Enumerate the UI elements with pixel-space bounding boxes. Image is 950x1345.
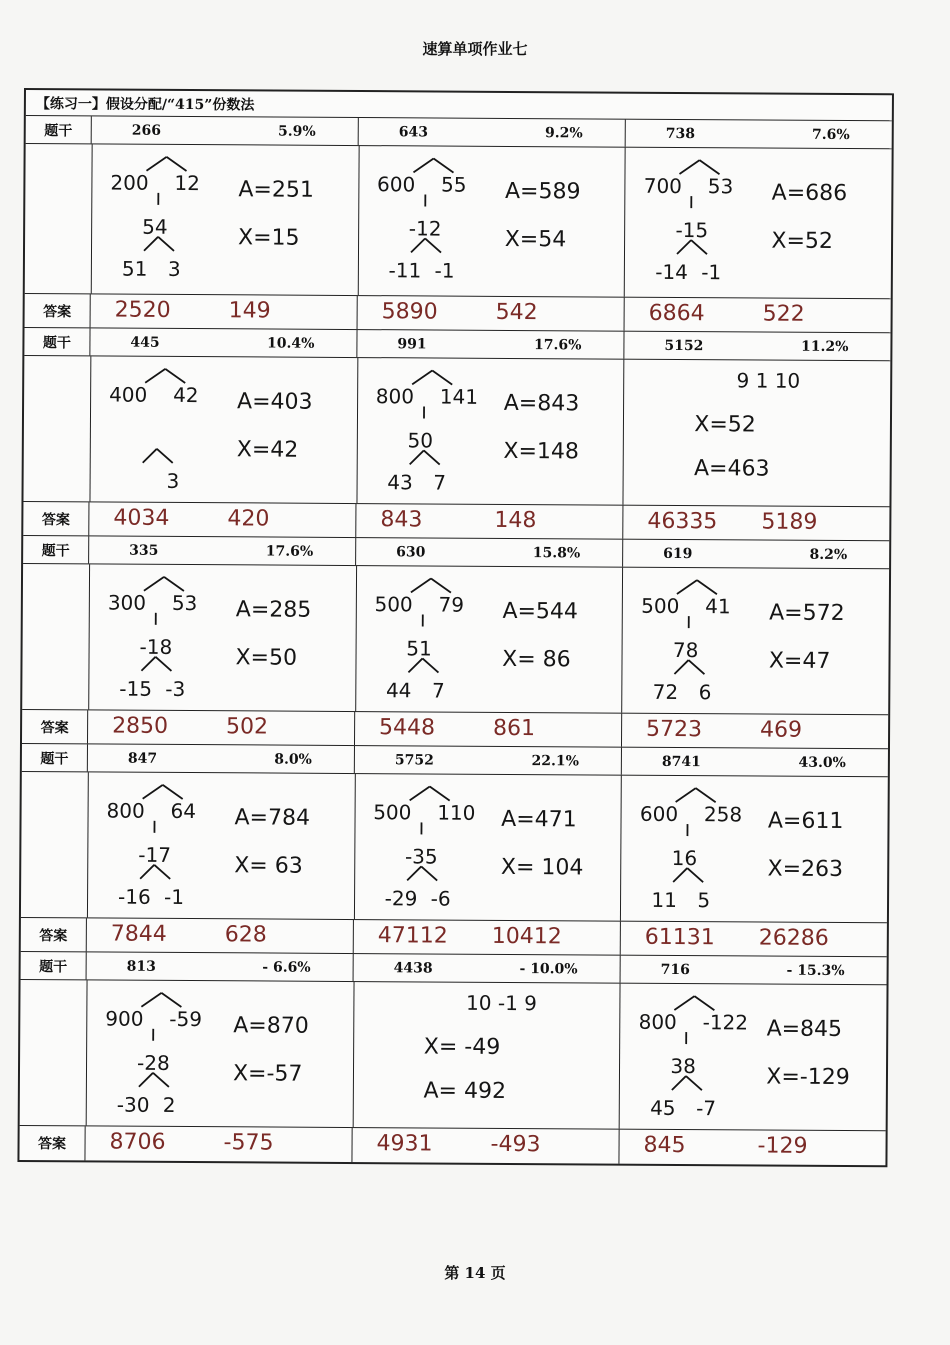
split-part-a: 800 [375, 384, 415, 409]
answer-cell [358, 296, 625, 331]
equation-a: A=463 [693, 456, 770, 482]
split-diff: 50 [407, 428, 434, 453]
question-cell [356, 538, 623, 567]
tree-branch [141, 993, 161, 1007]
tree-branch [675, 660, 689, 674]
question-number: 5152 [664, 337, 704, 355]
question-cell [88, 744, 355, 773]
growth-rate: - 6.6% [262, 959, 311, 976]
split-part-b: 55 [441, 172, 467, 197]
answer-cell [356, 504, 623, 539]
question-number: 619 [663, 545, 693, 563]
split-part-b: 12 [174, 170, 200, 196]
split-diff: -15 [675, 217, 709, 243]
question-number: 738 [665, 125, 696, 143]
split-diff: 38 [670, 1053, 696, 1079]
equation-a: A=845 [766, 1016, 843, 1043]
answer-value-2: 26286 [758, 925, 829, 951]
tree-branch [146, 157, 166, 171]
equation-a: A=784 [234, 805, 311, 831]
answer-cell [88, 710, 355, 745]
answer-cell [352, 1128, 619, 1164]
answer-value-2: 5189 [761, 509, 818, 535]
tree-branch [680, 160, 700, 174]
split-part-b: 258 [703, 802, 743, 827]
split-diff: -28 [136, 1050, 170, 1075]
question-cell [623, 540, 889, 569]
equation-x: X=50 [235, 645, 298, 671]
equation-x: X= 63 [234, 853, 303, 879]
answer-cell [621, 922, 887, 957]
work-row [25, 144, 892, 299]
tree-branch [689, 660, 705, 674]
question-number: 630 [396, 544, 426, 561]
work-row [23, 356, 890, 507]
tree-branch [155, 657, 171, 671]
tree-branch [423, 450, 439, 464]
split-leaf-a: 11 [651, 887, 677, 913]
answer-value-2: -575 [223, 1130, 274, 1156]
equation-x: X=148 [503, 438, 580, 465]
section-header: 【练习一】假设分配/“415”份数法 [26, 90, 892, 121]
split-part-b: 79 [438, 592, 465, 617]
answer-label: 答案 [25, 294, 91, 327]
question-cell [355, 746, 622, 775]
split-diff: -18 [139, 634, 173, 659]
work-cell [88, 772, 356, 919]
split-leaf-b: -1 [434, 258, 455, 283]
answer-value-2: 149 [228, 298, 271, 324]
answer-value-2: 502 [226, 714, 269, 740]
tree-branch [697, 580, 717, 594]
tree-branch [411, 578, 431, 592]
equation-x: X=54 [504, 226, 567, 253]
question-cell [89, 536, 356, 565]
equation-x: X=-57 [232, 1061, 303, 1087]
answer-value-1: 61131 [644, 924, 715, 951]
question-number: 813 [126, 958, 156, 975]
equation-x: X=-129 [766, 1064, 850, 1091]
tree-branch [672, 1076, 686, 1090]
answer-value-1: 4034 [113, 505, 170, 531]
split-leaf-a: -14 [655, 259, 688, 285]
tree-branch [140, 865, 154, 879]
split-leaf-b: 3 [167, 256, 181, 281]
page-number: 第 14 页 [444, 1264, 506, 1282]
question-cell [622, 748, 888, 777]
work-cell [92, 144, 360, 295]
work-cell [624, 360, 891, 507]
question-number: 716 [660, 961, 690, 979]
tree-branch [165, 369, 185, 383]
split-diff: 51 [406, 636, 432, 661]
answer-value-2: 420 [227, 506, 270, 532]
split-part-a: 300 [107, 590, 147, 615]
answer-cell [91, 294, 358, 329]
growth-rate: 15.8% [532, 545, 581, 562]
growth-rate: 11.2% [800, 338, 849, 356]
worksheet [17, 88, 894, 1167]
answer-value-1: 5890 [381, 299, 438, 325]
tree-branch [164, 577, 184, 591]
question-label: 题干 [26, 116, 92, 143]
tree-branch [409, 450, 423, 464]
question-cell [621, 956, 887, 985]
tree-branch [411, 238, 425, 252]
split-leaf-a: -11 [388, 258, 422, 283]
equation-a: A=544 [502, 598, 579, 625]
split-part-b: -122 [702, 1010, 749, 1035]
split-leaf-b: -7 [696, 1096, 717, 1121]
equation-x: X= 104 [500, 854, 584, 881]
answer-value-2: 10412 [491, 923, 562, 950]
tree-branch [153, 1073, 169, 1087]
tree-branch [686, 1076, 702, 1090]
split-diff: -35 [404, 844, 438, 869]
answer-value-1: 4931 [376, 1131, 433, 1157]
equation-x: X= 86 [502, 646, 571, 673]
tree-branch [429, 786, 449, 800]
answer-value-1: 7844 [110, 921, 167, 947]
answer-value-1: 5723 [646, 716, 703, 743]
split-part-b: 42 [173, 382, 199, 408]
growth-rate: - 15.3% [786, 962, 845, 980]
question-cell [624, 332, 890, 361]
tree-branch [421, 866, 437, 880]
split-leaf-b: 7 [431, 678, 445, 703]
growth-rate: 9.2% [545, 125, 583, 142]
tree-branch [431, 578, 451, 592]
work-cell [625, 148, 892, 299]
work-cell [90, 356, 358, 503]
split-part-b: 110 [437, 800, 476, 825]
equation-a: A=403 [237, 389, 313, 415]
tree-branch [674, 868, 688, 882]
tree-branch [143, 785, 163, 799]
growth-rate: 8.2% [809, 546, 848, 564]
page-title: 速算单项作业七 [422, 40, 528, 58]
split-leaf-b: -3 [165, 676, 186, 701]
question-label: 题干 [24, 328, 90, 355]
split-part-a: 500 [374, 592, 413, 617]
split-part-b: 64 [170, 798, 197, 824]
tree-branch [139, 1073, 153, 1087]
tree-branch [700, 160, 720, 174]
work-cell [358, 146, 626, 297]
tree-branch [677, 580, 697, 594]
answer-value-1: 47112 [377, 923, 448, 949]
equation-x: X=15 [238, 225, 300, 251]
answer-cell [85, 1126, 352, 1162]
answer-value-2: -129 [757, 1133, 808, 1159]
question-cell [87, 952, 354, 981]
tree-branch [154, 865, 170, 879]
equation-a: A=572 [769, 600, 845, 627]
answer-value-2: 148 [494, 507, 537, 534]
tree-branch [425, 238, 441, 252]
work-cell [89, 564, 357, 711]
work-cell [621, 776, 888, 923]
equation-a: A=285 [235, 597, 312, 623]
answer-label: 答案 [23, 502, 89, 535]
question-number: 8741 [661, 753, 701, 771]
tree-branch [433, 159, 453, 173]
answer-value-2: 861 [493, 715, 536, 742]
answer-row [21, 918, 887, 957]
question-number: 847 [127, 750, 158, 767]
work-cell [357, 358, 625, 505]
work-row [22, 564, 889, 715]
split-leaf-a: 44 [385, 678, 412, 703]
split-part-a: 800 [106, 798, 145, 823]
tree-branch [413, 158, 433, 172]
tree-branch [688, 868, 704, 882]
split-part-a: 700 [643, 173, 683, 199]
problem-blocks [19, 116, 891, 1165]
split-leaf-a: 72 [652, 679, 679, 705]
split-diff: 16 [671, 845, 698, 871]
growth-rate: 17.6% [265, 543, 314, 560]
growth-rate: 43.0% [798, 754, 846, 772]
answer-cell [354, 920, 621, 955]
answer-row [22, 710, 888, 749]
work-row [21, 772, 888, 923]
equation-a: A=611 [767, 808, 844, 835]
tree-branch [144, 577, 164, 591]
split-leaf-a: 45 [650, 1095, 676, 1120]
answer-value-1: 8706 [109, 1129, 166, 1155]
question-number: 335 [129, 542, 159, 559]
split-leaf-a: -30 [116, 1092, 150, 1117]
tree-branch [145, 369, 165, 383]
answer-label: 答案 [21, 918, 87, 951]
answer-value-1: 2850 [112, 713, 169, 739]
split-leaf-b: -1 [163, 884, 185, 909]
tree-branch [166, 157, 186, 171]
equation-a: A=686 [771, 180, 848, 207]
answer-value-1: 5448 [379, 715, 436, 741]
tree-branch [144, 237, 158, 251]
question-number: 643 [398, 124, 429, 141]
split-diff: -12 [408, 216, 442, 241]
tree-branch [696, 788, 716, 802]
answer-cell [619, 1130, 885, 1166]
answer-cell [625, 298, 891, 333]
answer-value-1: 46335 [647, 508, 718, 535]
equation-a: A=589 [504, 178, 581, 205]
split-part-b: 41 [705, 594, 731, 619]
question-cell [626, 120, 892, 149]
answer-value-1: 843 [380, 507, 423, 533]
tree-branch [157, 449, 173, 463]
growth-rate: 7.6% [812, 126, 850, 144]
ratio-note: 9 1 10 [736, 368, 801, 393]
work-cell [355, 774, 623, 921]
split-part-a: 400 [109, 382, 148, 407]
split-leaf-a: -29 [384, 886, 418, 911]
split-leaf-a: 51 [121, 256, 148, 281]
tree-branch [158, 237, 174, 251]
answer-value-2: 628 [224, 922, 267, 948]
answer-value-2: -493 [490, 1131, 541, 1158]
split-leaf-b: 7 [433, 470, 447, 495]
split-part-a: 500 [373, 800, 412, 825]
work-cell [87, 980, 355, 1127]
answer-value-1: 6864 [648, 300, 705, 327]
answer-cell [355, 712, 622, 747]
split-leaf-b: 2 [162, 1092, 176, 1117]
split-leaf-a: 43 [387, 470, 413, 495]
tree-branch [675, 996, 695, 1010]
question-cell [359, 118, 626, 147]
split-part-a: 200 [110, 170, 149, 195]
answer-value-1: 2520 [114, 297, 171, 323]
question-cell [357, 330, 624, 359]
growth-rate: - 10.0% [519, 961, 578, 978]
split-diff: -17 [138, 842, 172, 867]
equation-a: A=251 [238, 177, 314, 203]
growth-rate: 8.0% [274, 751, 312, 768]
work-cell [620, 984, 887, 1131]
split-diff: 54 [142, 214, 168, 239]
equation-a: A=843 [503, 390, 580, 417]
split-part-a: 500 [641, 593, 680, 619]
split-part-a: 800 [638, 1009, 677, 1035]
tree-branch [412, 370, 432, 384]
tree-branch [407, 866, 421, 880]
ratio-note: 10 -1 9 [466, 990, 538, 1016]
split-part-a: 900 [105, 1006, 144, 1031]
split-leaf-b: 3 [166, 468, 180, 493]
work-row [20, 980, 887, 1131]
split-leaf-a: -16 [117, 884, 151, 909]
tree-branch [422, 658, 438, 672]
question-cell [354, 954, 621, 983]
question-number: 5752 [394, 752, 434, 769]
answer-value-1: 845 [643, 1132, 686, 1159]
answer-value-2: 469 [760, 717, 803, 743]
equation-x: X=52 [694, 412, 756, 438]
split-leaf-a: -15 [119, 676, 153, 701]
split-leaf-b: -1 [701, 260, 722, 285]
tree-branch [432, 370, 452, 384]
growth-rate: 10.4% [266, 335, 315, 352]
equation-x: X=42 [236, 437, 299, 463]
equation-x: X=52 [771, 228, 833, 254]
split-part-a: 600 [377, 172, 416, 197]
question-number: 266 [131, 122, 162, 139]
split-leaf-b: -6 [430, 886, 451, 911]
split-part-b: 53 [707, 174, 734, 199]
answer-row [23, 502, 889, 541]
question-label: 题干 [21, 952, 87, 979]
split-part-a: 600 [639, 801, 679, 827]
answer-row [25, 294, 891, 333]
tree-branch [143, 449, 157, 463]
answer-cell [622, 714, 888, 749]
work-cell [623, 568, 890, 715]
question-number: 4438 [393, 960, 433, 977]
split-part-b: -59 [169, 1006, 203, 1032]
tree-branch [408, 658, 422, 672]
equation-x: X=47 [768, 648, 831, 674]
answer-value-2: 522 [762, 301, 805, 327]
question-number: 991 [397, 336, 427, 353]
equation-a: A= 492 [423, 1078, 507, 1104]
growth-rate: 22.1% [531, 753, 579, 770]
answer-cell [89, 502, 356, 537]
tree-branch [695, 996, 715, 1010]
split-part-b: 53 [171, 590, 198, 616]
split-leaf-b: 6 [698, 680, 712, 705]
tree-branch [163, 785, 183, 799]
answer-value-2: 542 [495, 299, 538, 326]
tree-branch [161, 993, 181, 1007]
tree-branch [409, 786, 429, 800]
question-label: 题干 [23, 536, 89, 563]
equation-a: A=471 [501, 806, 577, 833]
split-leaf-b: 5 [697, 888, 711, 913]
tree-branch [141, 657, 155, 671]
work-cell [353, 982, 621, 1129]
question-number: 445 [130, 334, 160, 351]
answer-label: 答案 [22, 710, 88, 743]
equation-x: X= -49 [423, 1034, 501, 1060]
answer-label: 答案 [19, 1126, 85, 1160]
question-cell [92, 116, 359, 145]
equation-x: X=263 [767, 856, 844, 883]
tree-branch [691, 240, 707, 254]
tree-branch [676, 788, 696, 802]
question-label: 题干 [22, 744, 88, 771]
split-part-b: 141 [439, 384, 479, 409]
answer-cell [87, 918, 354, 953]
growth-rate: 5.9% [278, 123, 316, 140]
question-cell [90, 328, 357, 357]
equation-a: A=870 [233, 1013, 309, 1039]
growth-rate: 17.6% [533, 337, 582, 354]
answer-row [19, 1126, 885, 1165]
tree-branch [677, 240, 691, 254]
split-diff: 78 [672, 637, 699, 663]
work-cell [356, 566, 624, 713]
answer-cell [623, 506, 889, 541]
